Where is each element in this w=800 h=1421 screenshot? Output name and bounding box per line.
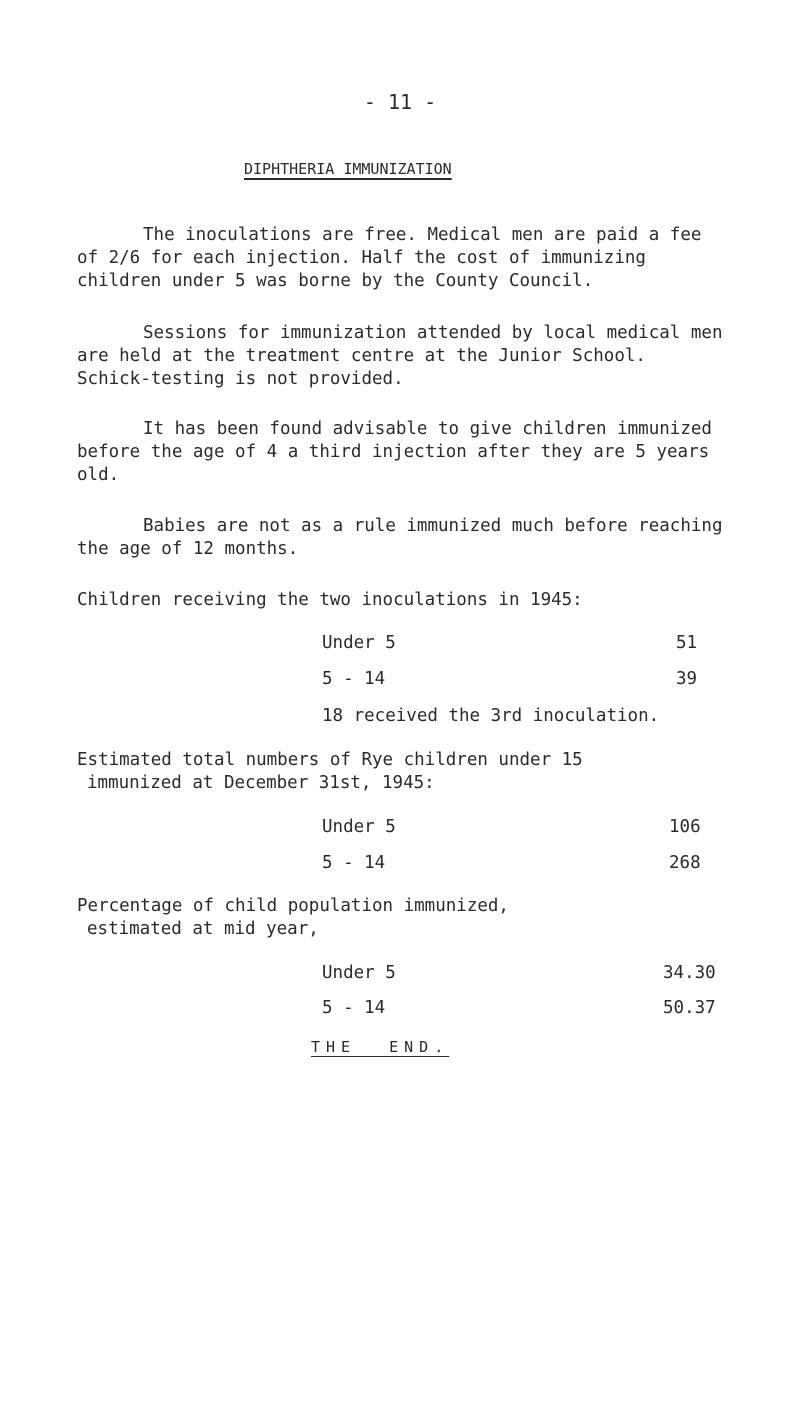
paragraph-line: of 2/6 for each injection. Half the cost of immunizing (77, 248, 646, 268)
paragraph-fees (77, 224, 777, 293)
paragraph-line: before the age of 4 a third injection after they are 5 years (77, 442, 710, 462)
paragraph-line: Babies are not as a rule immunized much before reaching (143, 516, 723, 536)
section-heading: DIPHTHERIA IMMUNIZATION (244, 160, 452, 178)
table-row-value: 50.37 (663, 998, 716, 1018)
paragraph-line: old. (77, 465, 120, 485)
paragraph-line: Percentage of child population immunized, (77, 896, 509, 916)
paragraph-sessions (77, 322, 777, 391)
paragraph-percentage (77, 895, 777, 941)
paragraph-line: Children receiving the two inoculations in 1945: (77, 590, 583, 610)
paragraph-children-1945 (77, 589, 777, 612)
third-inoculation-note: 18 received the 3rd inoculation. (322, 706, 660, 726)
table-row-value: 34.30 (663, 963, 716, 983)
table-row-label: Under 5 (322, 817, 396, 837)
paragraph-line: the age of 12 months. (77, 539, 299, 559)
table-row-value: 39 (676, 669, 698, 689)
paragraph-line: It has been found advisable to give children immunized (143, 419, 712, 439)
page-number: - 11 - (363, 90, 437, 114)
paragraph-estimated-totals (77, 749, 777, 795)
end-marker: THE END. (311, 1038, 450, 1056)
paragraph-babies (77, 515, 777, 561)
table-row-label: 5 - 14 (322, 669, 386, 689)
paragraph-line: Schick-testing is not provided. (77, 369, 404, 389)
table-row-label: 5 - 14 (322, 998, 386, 1018)
table-row-value: 106 (669, 817, 701, 837)
paragraph-line: children under 5 was borne by the County Council. (77, 271, 594, 291)
table-row-label: Under 5 (322, 633, 396, 653)
paragraph-line: immunized at December 31st, 1945: (87, 773, 435, 793)
paragraph-line: are held at the treatment centre at the Junior School. (77, 346, 646, 366)
table-row-label: Under 5 (322, 963, 396, 983)
paragraph-line: Sessions for immunization attended by local medical men (143, 323, 723, 343)
paragraph-line: Estimated total numbers of Rye children under 15 (77, 750, 583, 770)
table-row-label: 5 - 14 (322, 853, 386, 873)
table-row-value: 268 (669, 853, 701, 873)
paragraph-third-injection (77, 418, 777, 487)
paragraph-line: estimated at mid year, (87, 919, 319, 939)
paragraph-line: The inoculations are free. Medical men are paid a fee (143, 225, 702, 245)
table-row-value: 51 (676, 633, 698, 653)
